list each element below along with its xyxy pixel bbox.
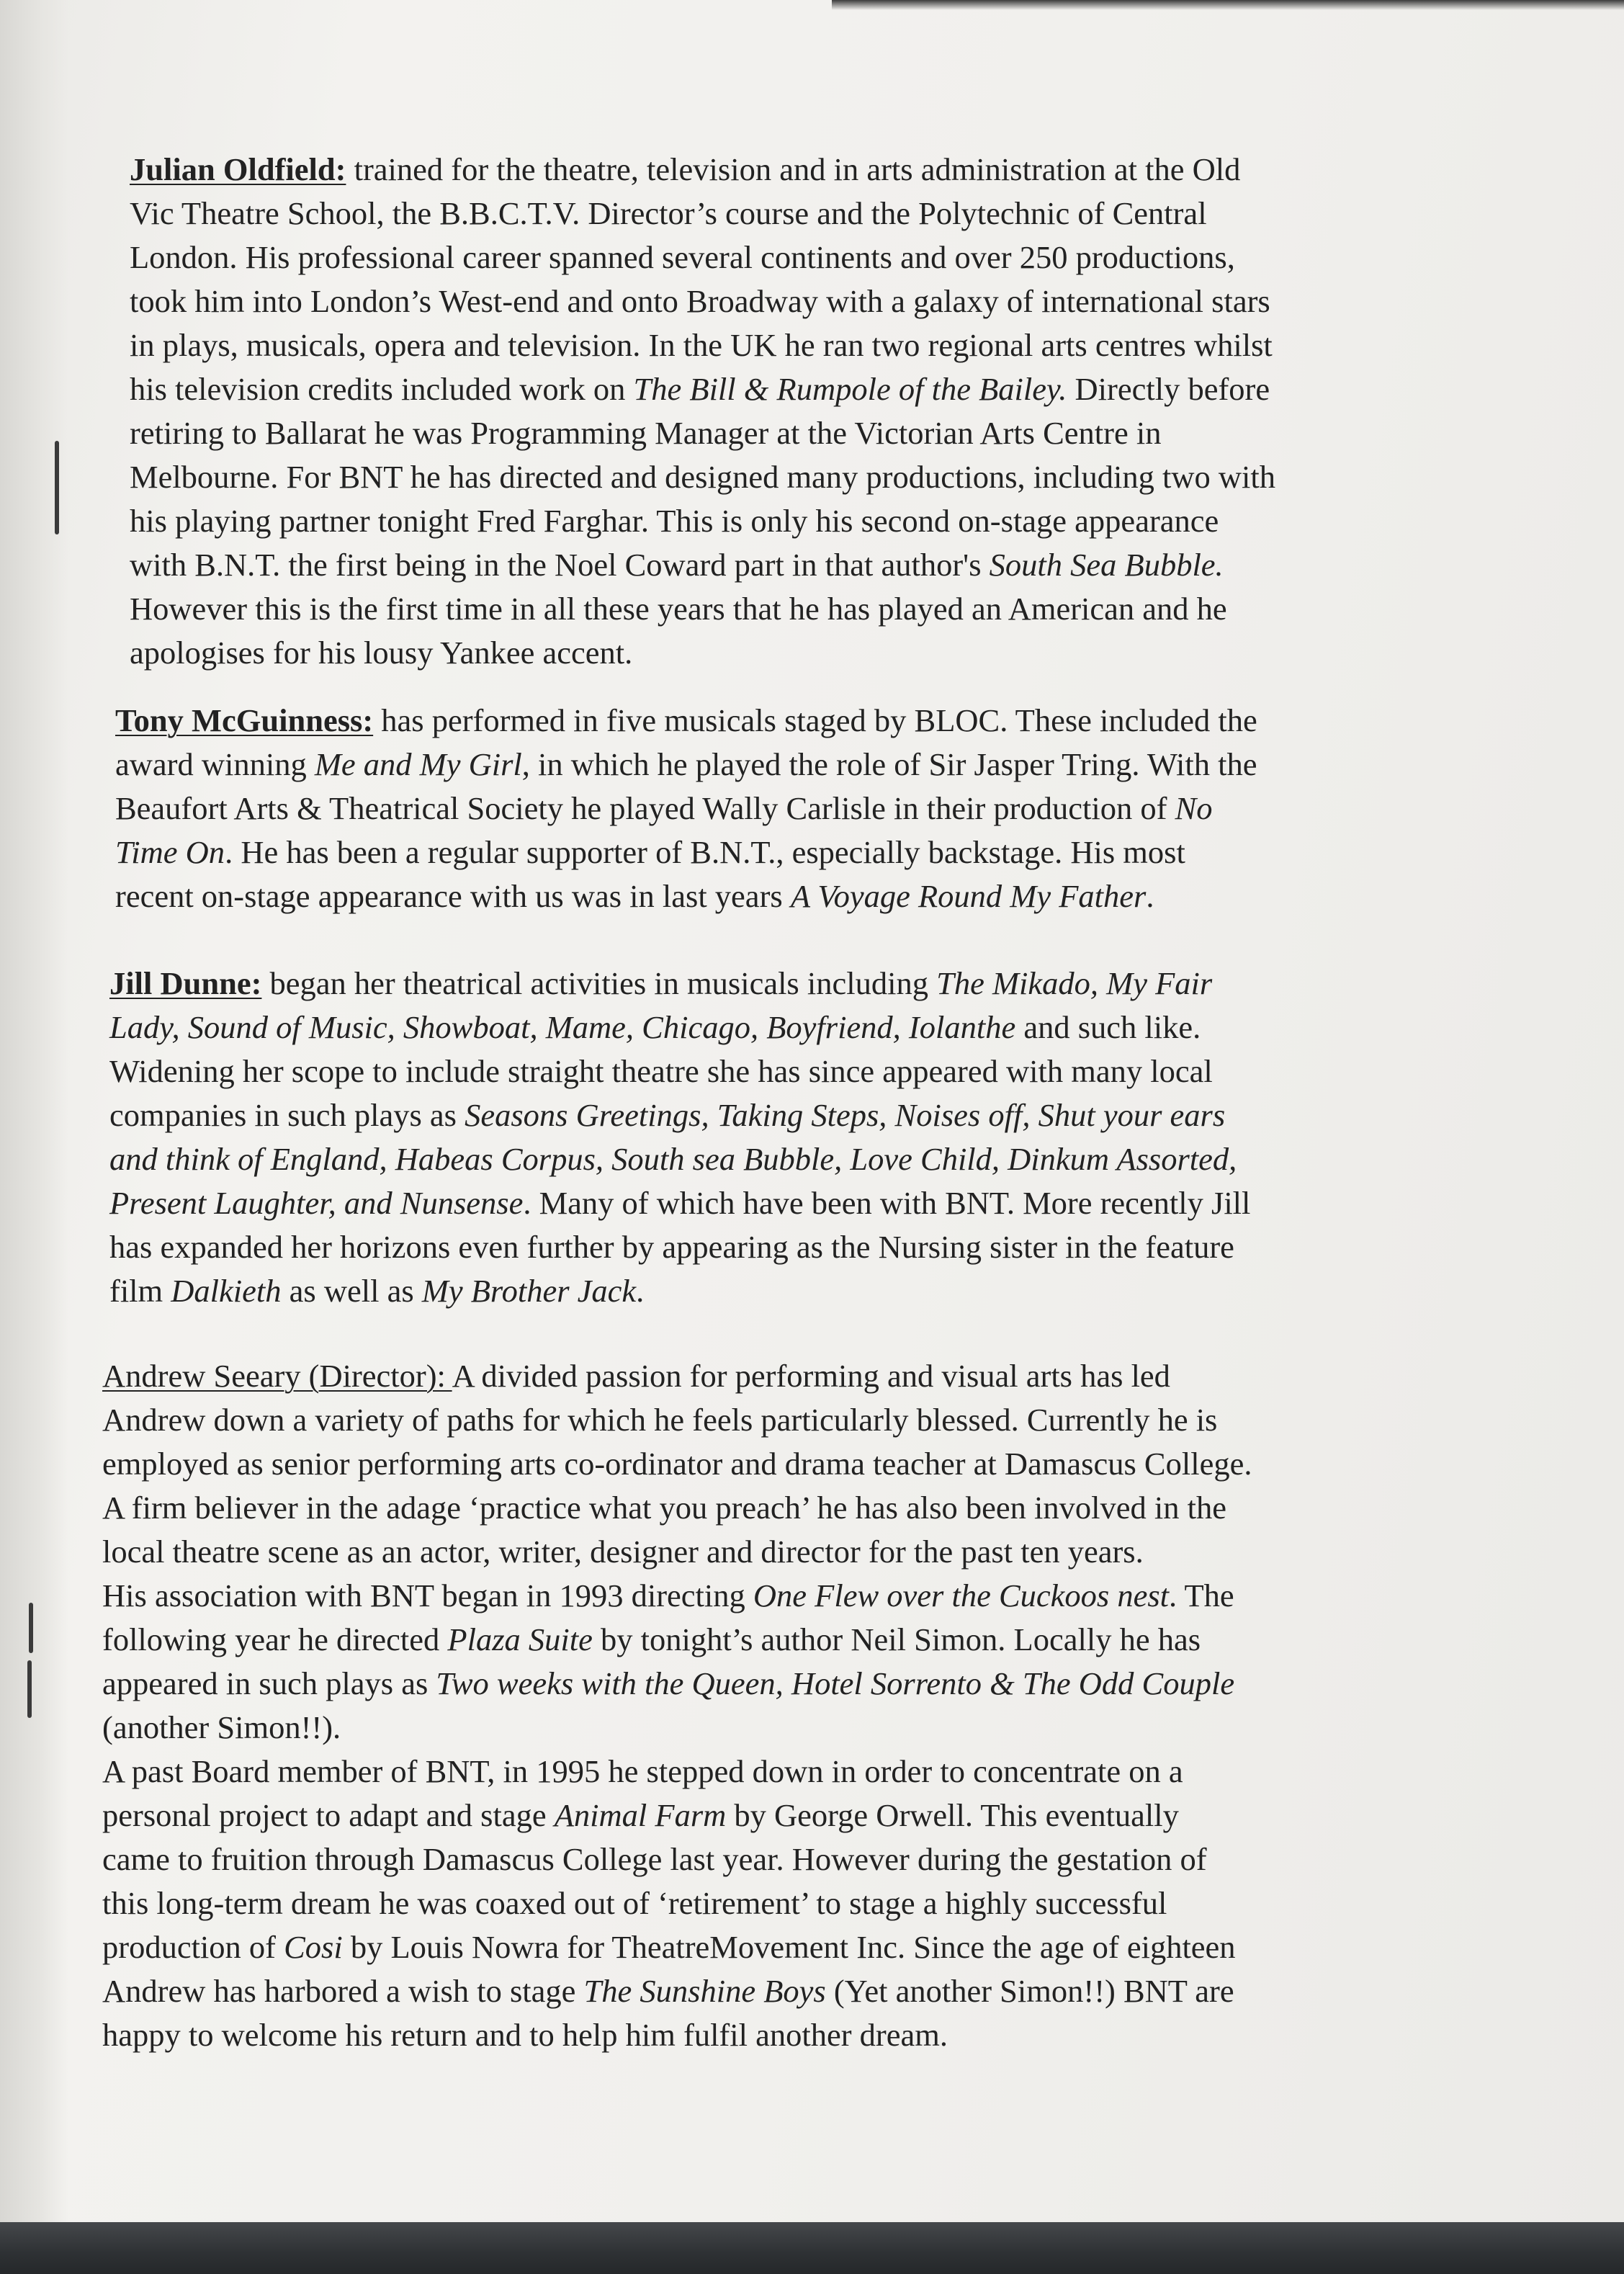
bio-line: in plays, musicals, opera and television. In the UK he ran two regional arts centres whilst <box>130 327 1273 363</box>
binding-mark <box>55 441 59 534</box>
bio-line: Lady, Sound of Music, Showboat, Mame, Chicago, Boyfriend, Iolanthe and such like. <box>109 1009 1201 1045</box>
show-title: Me and My Girl <box>314 746 522 782</box>
bio-line: Andrew down a variety of paths for which he feels particularly blessed. Currently he is <box>102 1402 1218 1438</box>
bio-line: Tony McGuinness: has performed in five musicals staged by BLOC. These included the <box>115 702 1257 738</box>
table-surface <box>0 2222 1624 2274</box>
bio-line: Time On. He has been a regular supporter of B.N.T., especially backstage. His most <box>115 834 1185 870</box>
bio-line: recent on-stage appearance with us was in last years A Voyage Round My Father. <box>115 878 1154 914</box>
bio-line: apologises for his lousy Yankee accent. <box>130 635 633 671</box>
binding-mark <box>29 1603 33 1653</box>
bio-line: retiring to Ballarat he was Programming Manager at the Victorian Arts Centre in <box>130 415 1162 451</box>
show-title: Dalkieth <box>171 1273 282 1309</box>
bio-line: Jill Dunne: began her theatrical activities in musicals including The Mikado, My Fair <box>109 965 1213 1001</box>
bio-line: His association with BNT began in 1993 directing One Flew over the Cuckoos nest. The <box>102 1577 1234 1613</box>
bio-andrew-seeary <box>102 1354 1252 2057</box>
bio-line: Present Laughter, and Nunsense. Many of which have been with BNT. More recently Jill <box>109 1185 1251 1221</box>
bio-line: Widening her scope to include straight theatre she has since appeared with many local <box>109 1053 1213 1089</box>
show-title: A Voyage Round My Father <box>790 878 1147 914</box>
bio-line: (another Simon!!). <box>102 1709 341 1745</box>
show-title: and think of England, Habeas Corpus, South sea Bubble, Love Child, Dinkum Assorted, <box>109 1141 1237 1177</box>
top-edge-shadow <box>832 0 1624 10</box>
show-title: The Mikado, My Fair <box>936 965 1213 1001</box>
show-title: Cosi <box>284 1929 343 1965</box>
bio-line: this long-term dream he was coaxed out of ‘retirement’ to stage a highly successful <box>102 1885 1167 1921</box>
bio-name: Tony McGuinness: <box>115 702 374 738</box>
bio-line: However this is the first time in all these years that he has played an American and he <box>130 591 1227 627</box>
show-title: My Brother Jack <box>421 1273 637 1309</box>
show-title: South Sea Bubble. <box>989 547 1224 583</box>
bio-line: happy to welcome his return and to help him fulfil another dream. <box>102 2017 948 2053</box>
bio-line: Andrew has harbored a wish to stage The Sunshine Boys (Yet another Simon!!) BNT are <box>102 1973 1234 2009</box>
bio-line: London. His professional career spanned several continents and over 250 productions, <box>130 239 1235 275</box>
bio-name: Julian Oldfield: <box>130 151 346 187</box>
bio-line: local theatre scene as an actor, writer, designer and director for the past ten years. <box>102 1534 1144 1570</box>
bio-line: took him into London’s West-end and onto Broadway with a galaxy of international stars <box>130 283 1270 319</box>
show-title: No <box>1175 790 1213 826</box>
binding-mark <box>27 1660 32 1718</box>
bio-name: Jill Dunne: <box>109 965 262 1001</box>
bio-line: has expanded her horizons even further by appearing as the Nursing sister in the feature <box>109 1229 1234 1265</box>
bio-line: Julian Oldfield: trained for the theatre, television and in arts administration at the Old <box>130 151 1241 187</box>
show-title: Time On <box>115 834 225 870</box>
bio-line: his playing partner tonight Fred Farghar. This is only his second on-stage appearance <box>130 503 1219 539</box>
show-title: Lady, Sound of Music, Showboat, Mame, Chicago, Boyfriend, Iolanthe <box>109 1009 1016 1045</box>
bio-line: A past Board member of BNT, in 1995 he stepped down in order to concentrate on a <box>102 1753 1183 1789</box>
show-title: Plaza Suite <box>447 1621 593 1657</box>
bio-line: Vic Theatre School, the B.B.C.T.V. Director’s course and the Polytechnic of Central <box>130 195 1207 231</box>
bio-line: Andrew Seeary (Director): A divided passion for performing and visual arts has led <box>102 1358 1170 1394</box>
bio-line: A firm believer in the adage ‘practice what you preach’ he has also been involved in the <box>102 1490 1226 1526</box>
bio-line: came to fruition through Damascus College last year. However during the gestation of <box>102 1841 1207 1877</box>
page-edge-shadow <box>0 0 68 2233</box>
bio-line: production of Cosi by Louis Nowra for TheatreMovement Inc. Since the age of eighteen <box>102 1929 1236 1965</box>
show-title: One Flew over the Cuckoos nest <box>753 1577 1169 1613</box>
bio-line: his television credits included work on The Bill & Rumpole of the Bailey. Directly before <box>130 371 1270 407</box>
bio-line: film Dalkieth as well as My Brother Jack. <box>109 1273 645 1309</box>
bio-line: Melbourne. For BNT he has directed and designed many productions, including two with <box>130 459 1276 495</box>
bio-line: appeared in such plays as Two weeks with the Queen, Hotel Sorrento & The Odd Couple <box>102 1665 1235 1701</box>
show-title: Animal Farm <box>554 1797 727 1833</box>
bio-line: following year he directed Plaza Suite by tonight’s author Neil Simon. Locally he has <box>102 1621 1201 1657</box>
show-title: Present Laughter, and Nunsense <box>109 1185 524 1221</box>
bio-line: employed as senior performing arts co-ordinator and drama teacher at Damascus College. <box>102 1446 1252 1482</box>
show-title: The Sunshine Boys <box>583 1973 826 2009</box>
bio-jill-dunne <box>109 962 1250 1313</box>
show-title: Seasons Greetings, Taking Steps, Noises off, Shut your ears <box>465 1097 1226 1133</box>
show-title: Two weeks with the Queen, Hotel Sorrento & The Odd Couple <box>436 1665 1235 1701</box>
bio-line: personal project to adapt and stage Animal Farm by George Orwell. This eventually <box>102 1797 1179 1833</box>
bio-line: companies in such plays as Seasons Greetings, Taking Steps, Noises off, Shut your ears <box>109 1097 1226 1133</box>
bio-name: Andrew Seeary (Director): <box>102 1358 452 1394</box>
bio-line <box>109 1137 1250 1181</box>
bio-line: award winning Me and My Girl, in which he played the role of Sir Jasper Tring. With the <box>115 746 1257 782</box>
bio-julian-oldfield <box>130 148 1275 675</box>
bio-tony-mcguinness <box>115 699 1257 918</box>
show-title: The Bill & Rumpole of the Bailey. <box>633 371 1067 407</box>
bio-line: Beaufort Arts & Theatrical Society he played Wally Carlisle in their production of No <box>115 790 1213 826</box>
bio-line: with B.N.T. the first being in the Noel Coward part in that author's South Sea Bubble. <box>130 547 1224 583</box>
